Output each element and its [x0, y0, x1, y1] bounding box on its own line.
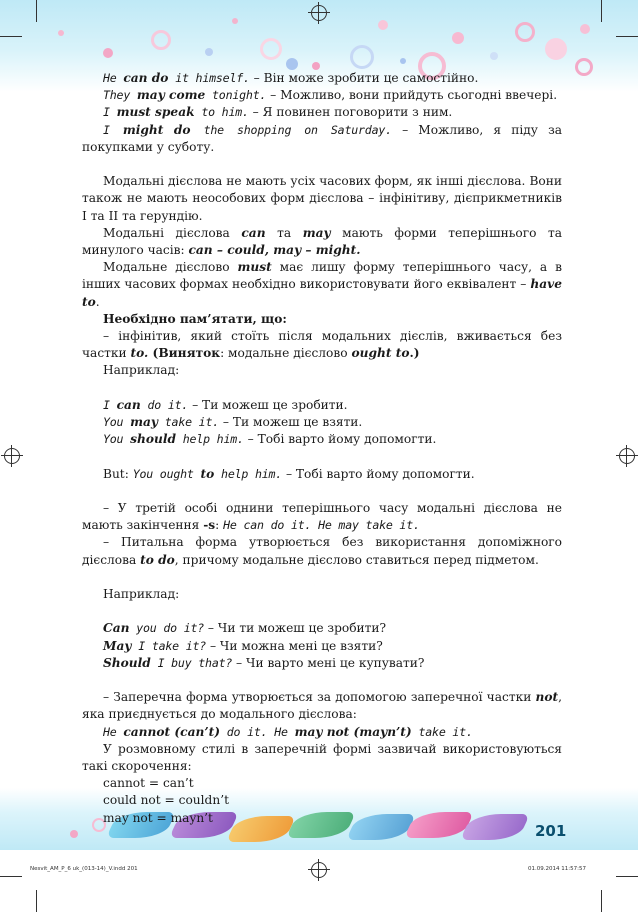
rule: – У третій особі однини теперішнього часу модальні дієслова не мають закінчення -s: He can do it. He may take it. — [82, 501, 562, 533]
footer-timestamp: 01.09.2014 11:57:57 — [528, 866, 586, 872]
example-line: May I take it? – Чи можна мені це взяти? — [103, 638, 383, 653]
example-line: He can do it himself. – Він може зробити це самостійно. — [103, 71, 479, 85]
example-line: They may come tonight. – Можливо, вони прийдуть сьогодні ввечері. — [103, 88, 558, 103]
rule: – інфінітив, який стоїть після модальних дієслів, вживається без частки to. (Виняток: модальне дієслово ought to.) — [82, 329, 562, 361]
footer-file-label: Nesvit_AM_P_6 uk_(013-14)_V.indd 201 — [30, 866, 138, 872]
example-line: Should I buy that? – Чи варто мені це купувати? — [103, 655, 425, 670]
for-example-label: Наприклад: — [103, 587, 180, 602]
page-content — [82, 70, 562, 827]
page-number: 201 — [535, 822, 567, 840]
example-line: Can you do it? – Чи ти можеш це зробити? — [103, 621, 387, 636]
example-line: I might do the shopping on Saturday. – Можливо, я піду за покупками у суботу. — [82, 122, 563, 154]
paragraph: Модальні дієслова can та may мають форми теперішнього та минулого часів: can – could, may – might. — [82, 225, 562, 258]
contraction: may not = mayn’t — [103, 810, 213, 825]
rule: – Питальна форма утворюється без використання допоміжного дієслова to do, причому модальне дієслово ставиться перед підметом. — [82, 535, 562, 567]
example-line: I must speak to him. – Я повинен поговорити з ним. — [103, 105, 453, 120]
example-line: He cannot (can’t) do it. He may not (mayn’t) take it. — [103, 724, 473, 739]
paragraph: У розмовному стилі в заперечній формі зазвичай використовуються такі скорочення: — [82, 741, 562, 774]
example-line: I can do it. – Ти можеш це зробити. — [103, 397, 348, 412]
paragraph: Модальне дієслово must має лишу форму теперішнього часу, а в інших часових формах необхідно використовувати його еквівалент – have to. — [82, 260, 562, 309]
example-line: You should help him. – Тобі варто йому допомогти. — [103, 432, 437, 447]
example-line: But: You ought to help him. – Тобі варто йому допомогти. — [103, 466, 475, 481]
contraction: cannot = can’t — [103, 776, 194, 791]
rule: – Заперечна форма утворюється за допомогою заперечної частки not, яка приєднується до модального дієслова: — [82, 690, 562, 722]
contraction: could not = couldn’t — [103, 793, 229, 808]
example-line: You may take it. – Ти можеш це взяти. — [103, 415, 363, 430]
paragraph: Модальні дієслова не мають усіх часових форм, як інші дієслова. Вони також не мають неособових форм дієслова – інфінітиву, дієприкметників I та II та герундію. — [82, 174, 562, 223]
remember-heading: Необхідно пам’ятати, що: — [103, 311, 287, 326]
for-example-label: Наприклад: — [103, 363, 180, 378]
